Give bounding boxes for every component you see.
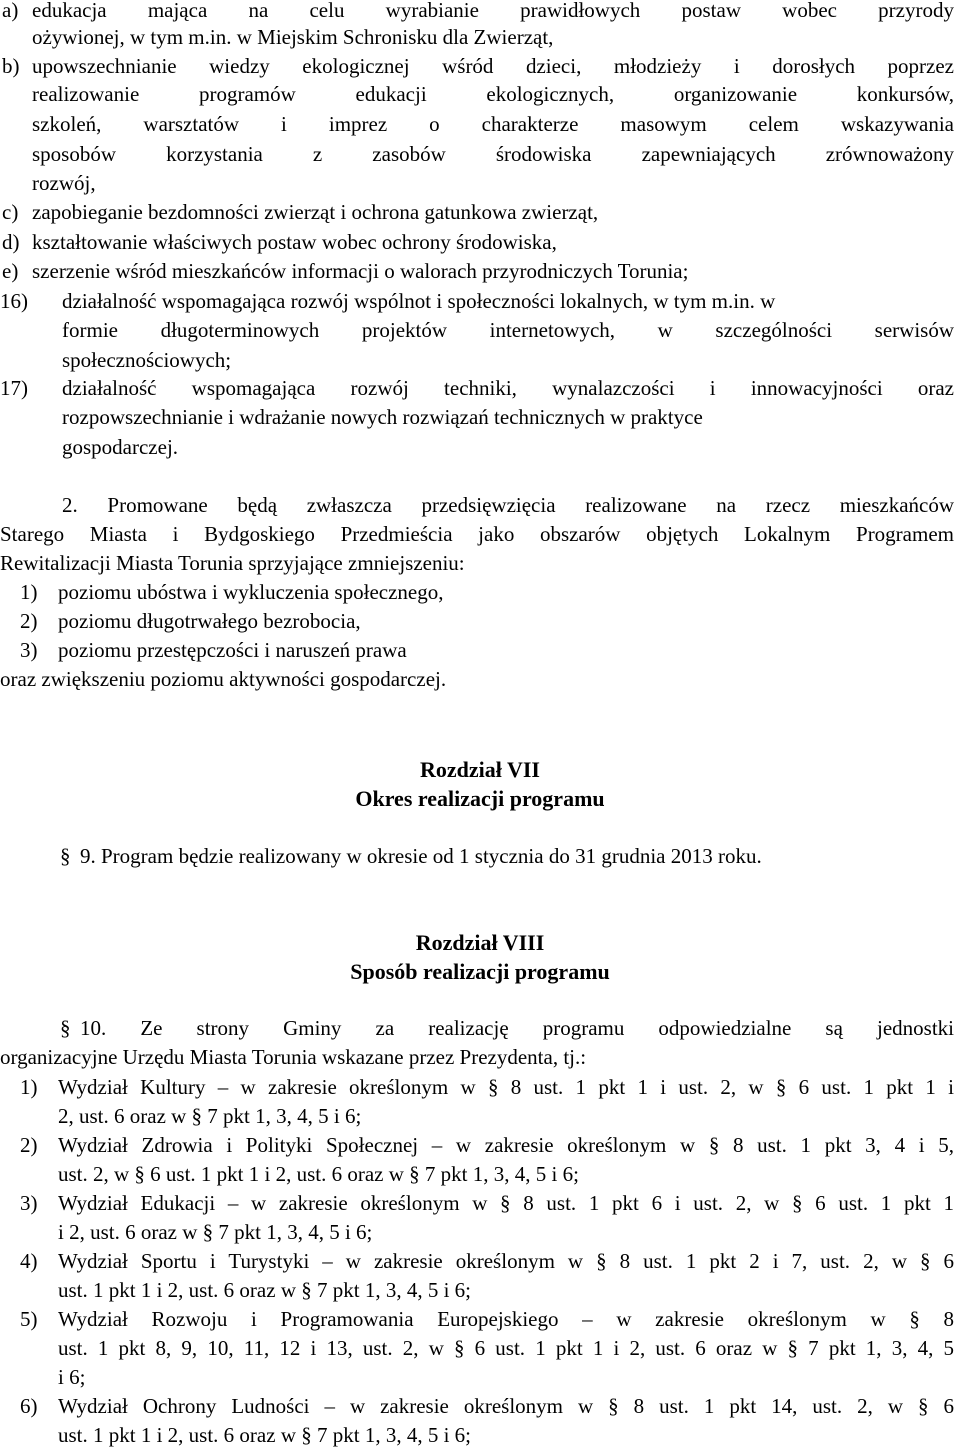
item-17-marker: 17) <box>0 376 28 400</box>
paragraph-2-cont: Rewitalizacji Miasta Torunia sprzyjające zmniejszeniu: <box>0 551 465 575</box>
list-b-text-cont: realizowanie programów edukacji ekologicznych, organizowanie konkursów, <box>32 82 954 106</box>
chapter-8-subtitle: Sposób realizacji programu <box>350 959 610 984</box>
list-marker: a) <box>2 0 19 22</box>
list-marker: 5) <box>20 1307 38 1331</box>
list-b-text-cont: szkoleń, warsztatów i imprez o charakterze masowym celem wskazywania <box>32 112 954 136</box>
list-marker: c) <box>2 200 19 224</box>
item-16-text-cont: formie długoterminowych projektów internetowych, w szczególności serwisów <box>62 318 954 342</box>
chapter-7-title: Rozdział VII <box>420 757 540 782</box>
list-marker: b) <box>2 54 20 78</box>
chapter-7-text: 9. Program będzie realizowany w okresie od 1 stycznia do 31 grudnia 2013 roku. <box>80 844 762 868</box>
item-17-text: działalność wspomagająca rozwój techniki, wynalazczości i innowacyjności oraz <box>62 376 954 400</box>
paragraph-2: 2. Promowane będą zwłaszcza przedsięwzięcia realizowane na rzecz mieszkańców <box>62 493 954 517</box>
list-e-text: szerzenie wśród mieszkańców informacji o walorach przyrodniczych Torunia; <box>32 259 689 283</box>
item-17-text-cont: rozpowszechnianie i wdrażanie nowych rozwiązań technicznych w praktyce <box>62 405 703 429</box>
paragraph-2-cont: Starego Miasta i Bydgoskiego Przedmieścia jako obszarów objętych Lokalnym Programem <box>0 522 954 546</box>
list-c-text: zapobieganie bezdomności zwierząt i ochrona gatunkowa zwierząt, <box>32 200 599 224</box>
list-marker: d) <box>2 230 20 254</box>
paragraph-2-closing: oraz zwiększeniu poziomu aktywności gospodarczej. <box>0 667 447 691</box>
crime-item: poziomu przestępczości i naruszeń prawa <box>58 638 407 662</box>
list-b-text: upowszechnianie wiedzy ekologicznej wśród dzieci, młodzieży i dorosłych poprzez <box>32 54 954 78</box>
list-b-text-cont: rozwój, <box>32 171 96 195</box>
list-d-text: kształtowanie właściwych postaw wobec ochrony środowiska, <box>32 230 557 254</box>
chapter-8-intro: 10. Ze strony Gminy za realizację programu odpowiedzialne są jednostki <box>80 1016 954 1040</box>
department-item-cont: ust. 1 pkt 1 i 2, ust. 6 oraz w § 7 pkt 1, 3, 4, 5 i 6; <box>58 1278 471 1302</box>
list-marker: 3) <box>20 1191 38 1215</box>
list-marker: 1) <box>20 580 38 604</box>
list-marker: e) <box>2 259 19 283</box>
department-item-cont: ust. 1 pkt 8, 9, 10, 11, 12 i 13, ust. 2, w § 6 ust. 1 pkt 1 i 2, ust. 6 oraz w § 7 pkt 1, 3, 4, 5 <box>58 1336 954 1360</box>
chapter-8-intro-cont: organizacyjne Urzędu Miasta Torunia wskazane przez Prezydenta, tj.: <box>0 1045 587 1069</box>
section-sign: § <box>60 844 71 868</box>
department-item-cont: i 6; <box>58 1365 86 1389</box>
list-a-text: edukacja mająca na celu wyrabianie prawidłowych postaw wobec przyrody <box>32 0 954 22</box>
list-marker: 2) <box>20 1133 38 1157</box>
item-16-marker: 16) <box>0 289 28 313</box>
department-item-cont: 2, ust. 6 oraz w § 7 pkt 1, 3, 4, 5 i 6; <box>58 1104 362 1128</box>
department-item: Wydział Ochrony Ludności – w zakresie określonym w § 8 ust. 1 pkt 14, ust. 2, w § 6 <box>58 1394 954 1418</box>
list-marker: 1) <box>20 1075 38 1099</box>
department-item-cont: ust. 1 pkt 1 i 2, ust. 6 oraz w § 7 pkt 1, 3, 4, 5 i 6; <box>58 1423 471 1447</box>
list-a-text-cont: ożywionej, w tym m.in. w Miejskim Schronisku dla Zwierząt, <box>32 25 554 49</box>
department-item-cont: i 2, ust. 6 oraz w § 7 pkt 1, 3, 4, 5 i 6; <box>58 1220 373 1244</box>
department-item: Wydział Rozwoju i Programowania Europejskiego – w zakresie określonym w § 8 <box>58 1307 954 1331</box>
list-marker: 6) <box>20 1394 38 1418</box>
list-marker: 4) <box>20 1249 38 1273</box>
item-16-text-cont: społecznościowych; <box>62 348 232 372</box>
chapter-8-title: Rozdział VIII <box>415 930 545 955</box>
chapter-7-subtitle: Okres realizacji programu <box>355 786 605 811</box>
list-marker: 2) <box>20 609 38 633</box>
item-17-text-cont: gospodarczej. <box>62 435 179 459</box>
section-sign: § <box>60 1016 71 1040</box>
item-16-text: działalność wspomagająca rozwój wspólnot i społeczności lokalnych, w tym m.in. w <box>62 289 776 313</box>
department-item: Wydział Edukacji – w zakresie określonym w § 8 ust. 1 pkt 6 i ust. 2, w § 6 ust. 1 pkt 1 <box>58 1191 954 1215</box>
department-item: Wydział Kultury – w zakresie określonym w § 8 ust. 1 pkt 1 i ust. 2, w § 6 ust. 1 pkt 1 i <box>58 1075 954 1099</box>
list-marker: 3) <box>20 638 38 662</box>
list-b-text-cont: sposobów korzystania z zasobów środowiska zapewniających zrównoważony <box>32 142 954 166</box>
department-item: Wydział Sportu i Turystyki – w zakresie określonym w § 8 ust. 1 pkt 2 i 7, ust. 2, w § 6 <box>58 1249 954 1273</box>
unemployment-item: poziomu długotrwałego bezrobocia, <box>58 609 361 633</box>
department-item-cont: ust. 2, w § 6 ust. 1 pkt 1 i 2, ust. 6 oraz w § 7 pkt 1, 3, 4, 5 i 6; <box>58 1162 579 1186</box>
department-item: Wydział Zdrowia i Polityki Społecznej – w zakresie określonym w § 8 ust. 1 pkt 3, 4 i 5, <box>58 1133 954 1157</box>
poverty-item: poziomu ubóstwa i wykluczenia społecznego, <box>58 580 444 604</box>
